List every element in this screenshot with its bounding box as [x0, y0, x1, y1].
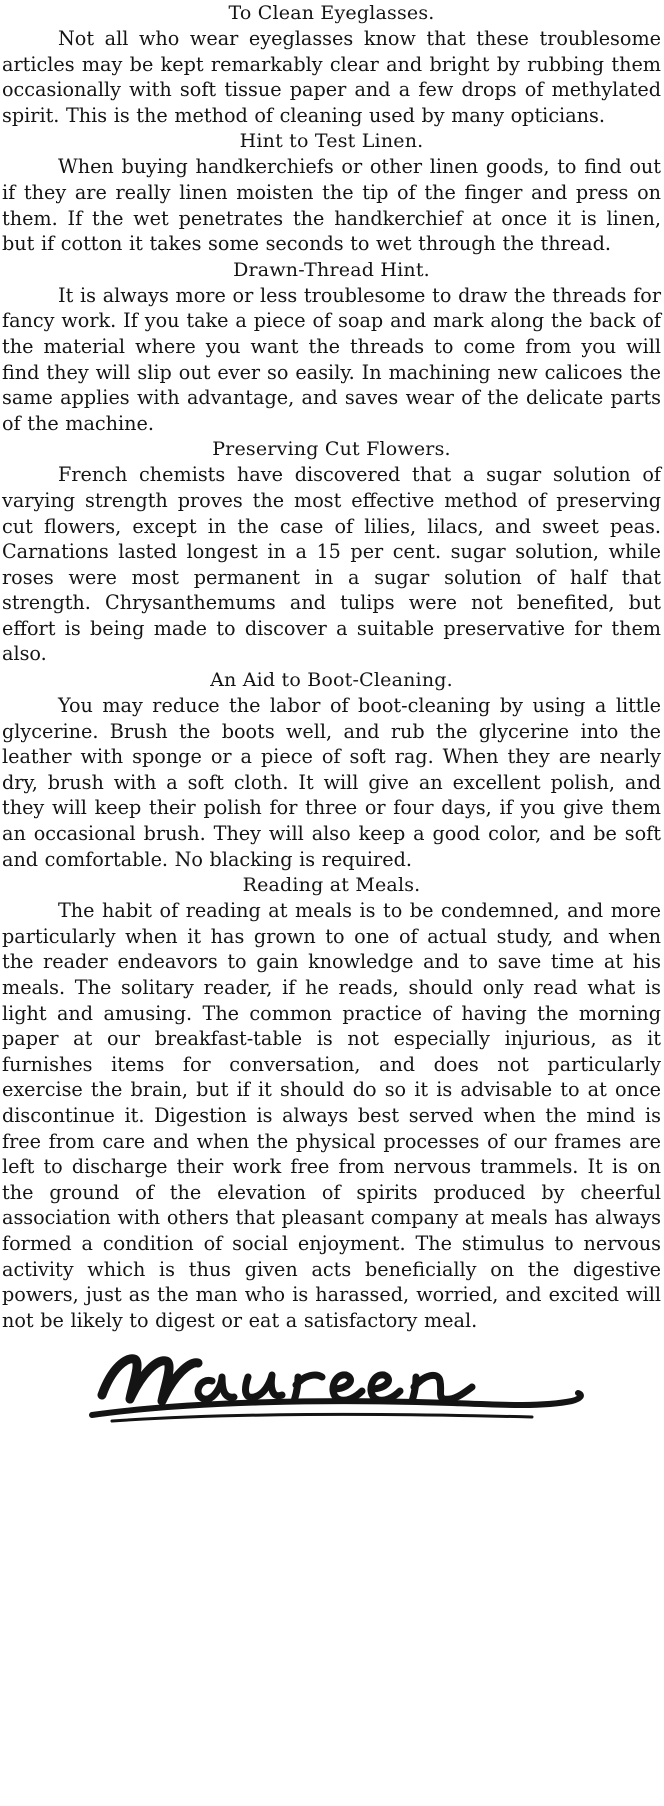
article-boot-cleaning — [2, 667, 661, 872]
article-body: The habit of reading at meals is to be condemned, and more particularly when it has grown to one of actual study, and when the reader endeavors to gain knowledge and to save time at his meals. The solitary reader, if he reads, should only read what is light and amusing. The common practice of having the morning paper at our breakfast-table is not especially injurious, as it furnishes items for conversation, and does not particularly exercise the brain, but if it should do so it is advisable to at once discontinue it. Digestion is always best served when the mind is free from care and when the physical processes of our frames are left to discharge their work free from nervous trammels. It is on the ground of the elevation of spirits produced by cheerful association with others that pleasant company at meals has always formed a condition of social enjoyment. The stimulus to nervous activity which is thus given acts beneficially on the digestive powers, just as the man who is harassed, worried, and excited will not be likely to digest or eat a satisfactory meal. — [2, 899, 661, 1332]
article-title: Drawn-Thread Hint. — [233, 258, 430, 281]
article-body: French chemists have discovered that a sugar solution of varying strength proves the most effective method of preserving cut flowers, except in the case of lilies, lilacs, and sweet peas. Carnations lasted longest in a 15 per cent. sugar solution, while roses were most permanent in a sugar solution of half that strength. Chrysanthemums and tulips were not benefited, but effort is being made to discover a suitable preservative for them also. — [2, 463, 661, 666]
article-linen — [2, 128, 661, 256]
article-eyeglasses — [2, 0, 661, 128]
article-body: You may reduce the labor of boot-cleaning by using a little glycerine. Brush the boots well, and rub the glycerine into the leather with sponge or a piece of soft rag. When they are nearly dry, brush with a soft cloth. It will give an excellent polish, and they will keep their polish for three or four days, if you give them an occasional brush. They will also keep a good color, and be soft and comfortable. No blacking is required. — [2, 694, 661, 871]
signature-logo — [2, 1337, 661, 1457]
article-title: Hint to Test Linen. — [239, 130, 424, 153]
signature-script-icon — [72, 1337, 592, 1427]
article-reading-at-meals — [2, 872, 661, 1333]
article-body: It is always more or less troublesome to draw the threads for fancy work. If you take a piece of soap and mark along the back of the material where you want the threads to come from you will find they will slip out ever so easily. In machining new calicoes the same applies with advantage, and saves wear of the delicate parts of the machine. — [2, 283, 661, 435]
article-title: Reading at Meals. — [242, 874, 421, 897]
article-body: Not all who wear eyeglasses know that these troublesome articles may be kept remarkably clear and bright by rubbing them occasionally with soft tissue paper and a few drops of methylated spirit. This is the method of cleaning used by many opticians. — [2, 27, 661, 127]
article-body: When buying handkerchiefs or other linen goods, to find out if they are really linen moisten the tip of the finger and press on them. If the wet penetrates the handkerchief at once it is linen, but if cotton it takes some seconds to wet through the thread. — [2, 155, 661, 256]
article-title: An Aid to Boot-Cleaning. — [210, 669, 453, 692]
article-title: Preserving Cut Flowers. — [212, 438, 451, 461]
article-cut-flowers — [2, 436, 661, 667]
article-drawn-thread — [2, 257, 661, 437]
article-title: To Clean Eyeglasses. — [228, 2, 435, 24]
